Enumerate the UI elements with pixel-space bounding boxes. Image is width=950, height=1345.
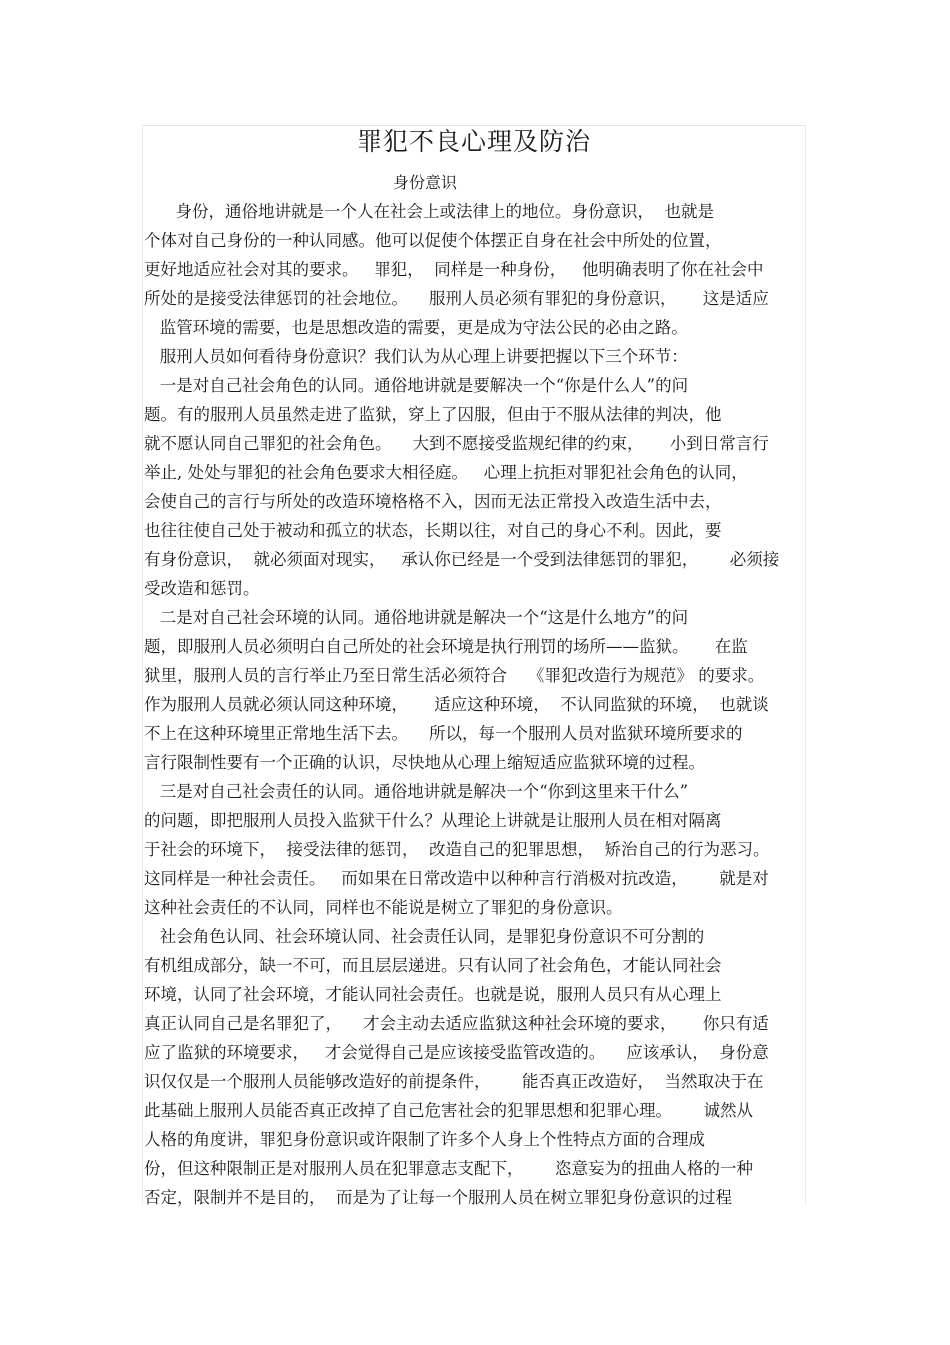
text-line: 有身份意识， 就必须面对现实， 承认你已经是一个受到法律惩罚的罪犯， 必须接 (144, 550, 780, 569)
text-line: 身份，通俗地讲就是一个人在社会上或法律上的地位。身份意识， 也就是 (144, 202, 714, 221)
text-line: 这同样是一种社会责任。 而如果在日常改造中以种种言行消极对抗改造， 就是对 (144, 869, 769, 888)
text-line: 监管环境的需要，也是思想改造的需要，更是成为守法公民的必由之路。 (144, 318, 688, 337)
text-line: 应了监狱的环境要求， 才会觉得自己是应该接受监管改造的。 应该承认， 身份意 (144, 1043, 769, 1062)
section-heading: 身份意识 (393, 173, 458, 192)
text-line: 识仅仅是一个服刑人员能够改造好的前提条件， 能否真正改造好， 当然取决于在 (144, 1072, 764, 1091)
text-line: 更好地适应社会对其的要求。 罪犯， 同样是一种身份， 他明确表明了你在社会中 (144, 260, 764, 279)
text-line: 于社会的环境下， 接受法律的惩罚， 改造自己的犯罪思想， 矫治自己的行为恶习。 (144, 840, 770, 859)
text-line: 题。有的服刑人员虽然走进了监狱，穿上了囚服，但由于不服从法律的判决，他 (144, 405, 722, 424)
text-line: 言行限制性要有一个正确的认识，尽快地从心理上缩短适应监狱环境的过程。 (144, 753, 705, 772)
text-line: 环境，认同了社会环境，才能认同社会责任。也就是说，服刑人员只有从心理上 (144, 985, 722, 1004)
text-line: 有机组成部分，缺一不可，而且层层递进。只有认同了社会角色，才能认同社会 (144, 956, 722, 975)
text-line: 也往往使自己处于被动和孤立的状态，长期以往，对自己的身心不利。因此，要 (144, 521, 722, 540)
text-line: 受改造和惩罚。 (144, 579, 260, 598)
text-line: 一是对自己社会角色的认同。通俗地讲就是要解决一个“你是什么人”的问 (144, 376, 689, 395)
text-line: 个体对自己身份的一种认同感。他可以促使个体摆正自身在社会中所处的位置， (144, 231, 722, 250)
text-line: 举止, 处处与罪犯的社会角色要求大相径庭。 心理上抗拒对罪犯社会角色的认同， (144, 463, 748, 482)
text-line: 人格的角度讲，罪犯身份意识或许限制了许多个人身上个性特点方面的合理成 (144, 1130, 705, 1149)
text-line: 否定，限制并不是目的， 而是为了让每一个服刑人员在树立罪犯身份意识的过程 (144, 1188, 732, 1207)
text-line: 作为服刑人员就必须认同这种环境， 适应这种环境， 不认同监狱的环境， 也就谈 (144, 695, 769, 714)
text-line: 服刑人员如何看待身份意识？我们认为从心理上讲要把握以下三个环节： (144, 347, 688, 366)
document-title: 罪犯不良心理及防治 (356, 127, 591, 156)
text-line: 就不愿认同自己罪犯的社会角色。 大到不愿接受监规纪律的约束， 小到日常言行 (144, 434, 769, 453)
text-line: 狱里，服刑人员的言行举止乃至日常生活必须符合 《罪犯改造行为规范》 的要求。 (144, 666, 765, 685)
text-line: 这种社会责任的不认同，同样也不能说是树立了罪犯的身份意识。 (144, 898, 623, 917)
text-line: 社会角色认同、社会环境认同、社会责任认同，是罪犯身份意识不可分割的 (144, 927, 705, 946)
text-line: 此基础上服刑人员能否真正改掉了自己危害社会的犯罪思想和犯罪心理。 诚然从 (144, 1101, 753, 1120)
text-line: 真正认同自己是名罪犯了， 才会主动去适应监狱这种社会环境的要求， 你只有适 (144, 1014, 769, 1033)
text-line: 的问题，即把服刑人员投入监狱干什么？从理论上讲就是让服刑人员在相对隔离 (144, 811, 722, 830)
text-line: 不上在这种环境里正常地生活下去。 所以，每一个服刑人员对监狱环境所要求的 (144, 724, 743, 743)
text-line: 会使自己的言行与所处的改造环境格格不入，因而无法正常投入改造生活中去， (144, 492, 722, 511)
text-line: 所处的是接受法律惩罚的社会地位。 服刑人员必须有罪犯的身份意识， 这是适应 (144, 289, 769, 308)
text-line: 二是对自己社会环境的认同。通俗地讲就是解决一个“这是什么地方”的问 (144, 608, 689, 627)
text-line: 三是对自己社会责任的认同。通俗地讲就是解决一个“你到这里来干什么” (144, 782, 689, 801)
text-line: 份，但这种限制正是对服刑人员在犯罪意志支配下， 恣意妄为的扭曲人格的一种 (144, 1159, 753, 1178)
text-line: 题，即服刑人员必须明白自己所处的社会环境是执行刑罚的场所——监狱。 在监 (144, 637, 748, 656)
